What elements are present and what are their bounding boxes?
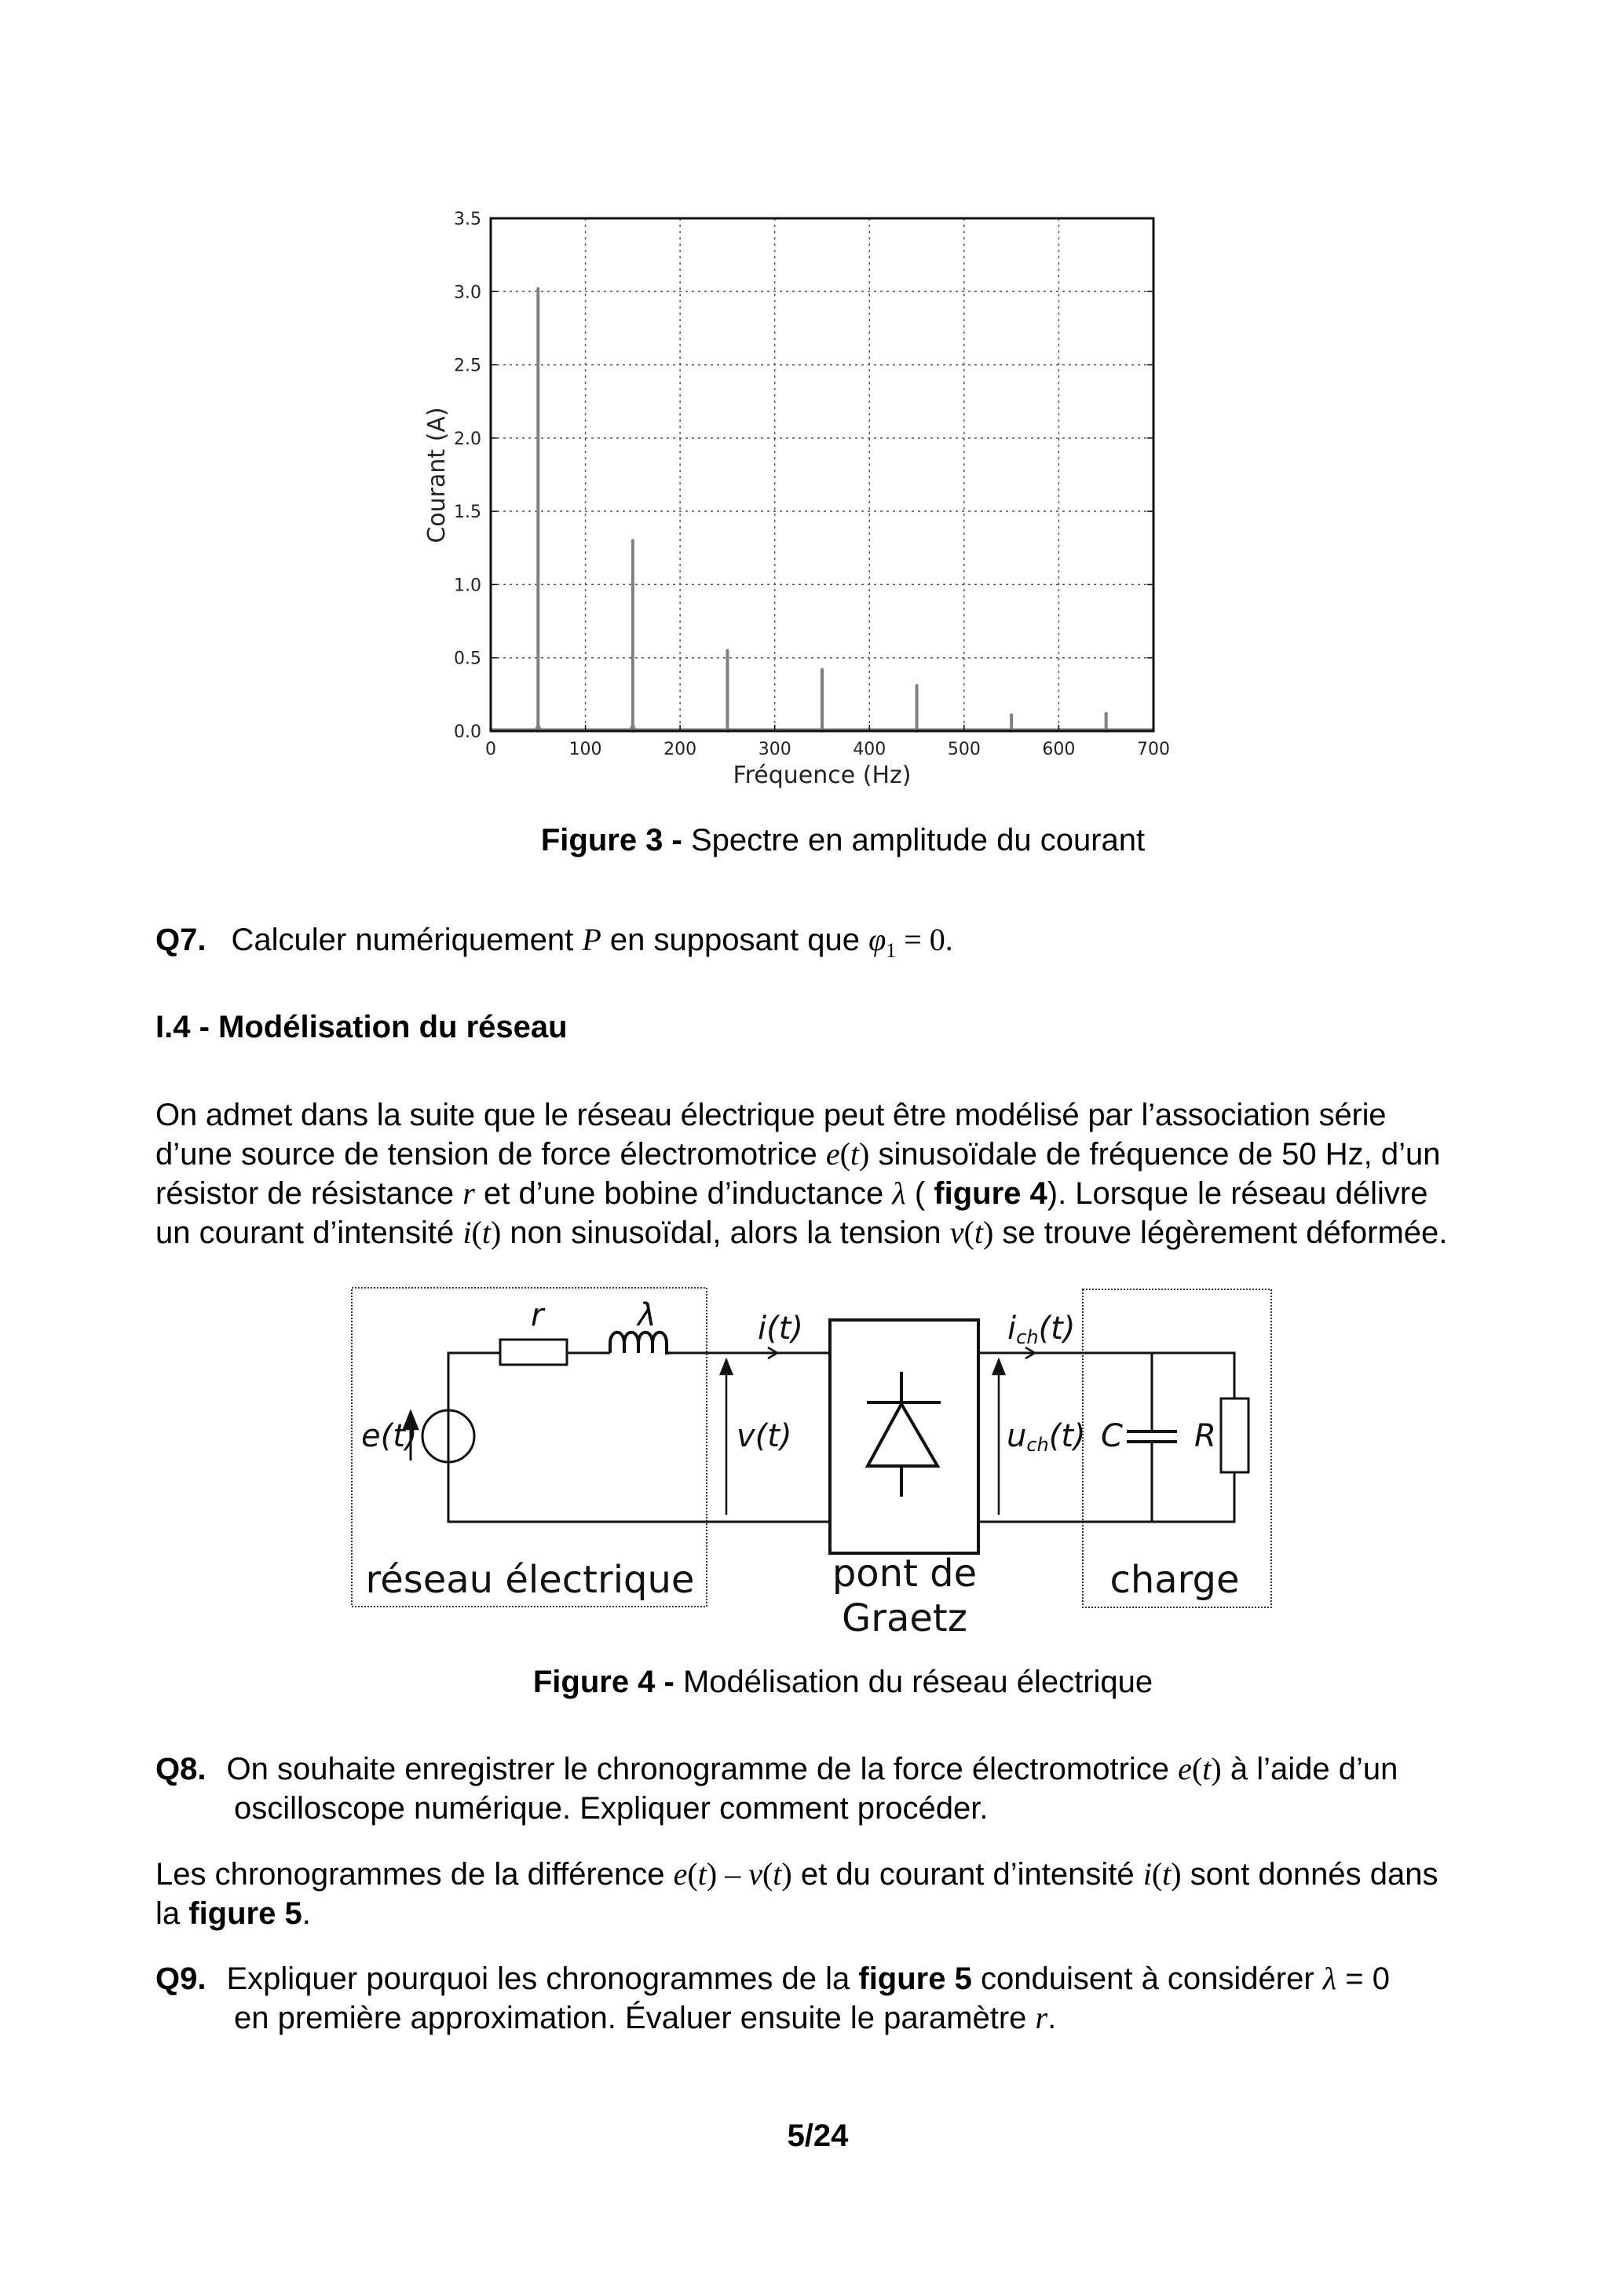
page-number (0, 2116, 1623, 2155)
para1-line2: d’une source de tension de force électromotrice e(t) sinusoïdale de fréquence de 50 Hz, d’un (155, 1136, 1441, 1172)
label-C: C (1101, 1418, 1123, 1454)
q8-text: On souhaite enregistrer le chronogramme de la force électromotrice (226, 1752, 1179, 1786)
label-reseau: réseau électrique (365, 1558, 695, 1602)
para1-line4: un courant d’intensité i(t) non sinusoïdal, alors la tension v(t) se trouve légèrement déformée. (155, 1215, 1448, 1250)
var-v: v (949, 1215, 964, 1250)
var-r: r (462, 1175, 475, 1211)
minus-sign: – (717, 1856, 749, 1892)
y-tick-label: 2.5 (454, 356, 481, 376)
y-tick-label: 3.5 (454, 210, 481, 229)
q8-text-2: à l’aide d’un (1221, 1752, 1398, 1786)
figure-ref: figure 5 (188, 1896, 302, 1931)
x-axis-label: Fréquence (Hz) (733, 762, 912, 789)
x-tick-label: 600 (1042, 740, 1076, 759)
section-title: I.4 - Modélisation du réseau (155, 1010, 568, 1044)
y-tick-label: 2.0 (454, 429, 481, 449)
resistor-R (1221, 1398, 1248, 1472)
var-lambda: λ (892, 1175, 906, 1211)
text: la (155, 1896, 189, 1931)
text: sinusoïdale de fréquence de 50 Hz, d’un (869, 1137, 1441, 1172)
figure4-caption (0, 1665, 1623, 1700)
figure3-caption-text: Spectre en amplitude du courant (682, 823, 1146, 857)
y-tick-label: 1.0 (454, 576, 481, 596)
q7-var-P: P (582, 922, 601, 957)
y-axis-label: Courant (A) (423, 407, 451, 543)
x-tick-label: 0 (485, 740, 496, 759)
question-q7 (155, 920, 953, 971)
label-i: i(t) (758, 1311, 804, 1347)
q7-text-2: en supposant que (601, 923, 869, 957)
var-i: i (462, 1215, 472, 1250)
q7-number: Q7. (155, 923, 207, 957)
label-v: v(t) (737, 1418, 792, 1454)
inductor-lambda (610, 1333, 669, 1353)
q8-text-line2: oscilloscope numérique. Expliquer comment procéder. (234, 1791, 989, 1826)
var-v: v (748, 1856, 762, 1892)
y-tick-label: 0.0 (454, 722, 481, 742)
text: un courant d’intensité (155, 1216, 463, 1250)
para1-line3 (155, 1174, 1447, 1213)
text: et d’une bobine d’inductance (474, 1176, 893, 1211)
label-lambda: λ (638, 1297, 656, 1333)
figure4-caption-text: Modélisation du réseau électrique (674, 1665, 1153, 1699)
y-tick-label: 0.5 (454, 649, 481, 669)
text: d’une source de tension de force électromotrice (155, 1137, 826, 1172)
q9-text-2: conduisent à considérer (971, 1961, 1323, 1996)
capacitor-C (1127, 1431, 1177, 1442)
var-i: i (1142, 1856, 1152, 1892)
text: ). Lorsque le réseau délivre (1047, 1176, 1428, 1211)
figure4-caption-label: Figure 4 - (532, 1665, 674, 1699)
label-graetz: Graetz (842, 1596, 967, 1640)
paragraph-network-model (155, 1095, 1447, 1252)
x-tick-label: 400 (853, 740, 886, 759)
x-tick-label: 700 (1137, 740, 1170, 759)
x-tick-label: 100 (568, 740, 602, 759)
q8-number: Q8. (155, 1752, 207, 1786)
graetz-bridge (830, 1320, 978, 1553)
q9-text: Expliquer pourquoi les chronogrammes de la (226, 1961, 859, 1996)
section-heading (155, 1007, 568, 1047)
label-R: R (1194, 1418, 1216, 1454)
q7-equation: = 0. (896, 922, 953, 957)
label-pont: pont de (832, 1552, 978, 1596)
figure3-caption (0, 823, 1623, 858)
figure4-circuit (0, 1256, 1623, 1665)
text: se trouve légèrement déformée. (993, 1216, 1448, 1250)
var-lambda: λ (1322, 1961, 1337, 1996)
figure-ref: figure 4 (934, 1176, 1047, 1211)
text: non sinusoïdal, alors la tension (501, 1216, 950, 1250)
text: et du courant d’intensité (791, 1857, 1143, 1892)
y-axis-ticks (454, 210, 1153, 742)
figure3-chart (0, 0, 1623, 817)
para1-line1 (155, 1095, 1447, 1135)
q9-number: Q9. (155, 1961, 207, 1996)
y-tick-label: 3.0 (454, 283, 481, 303)
label-e: e(t) (361, 1418, 418, 1454)
q9-text-line2: en première approximation. Évaluer ensuite le paramètre (234, 2001, 1036, 2035)
label-ich: ich(t) (1007, 1311, 1076, 1348)
label-r: r (531, 1297, 544, 1333)
resistor-r (500, 1340, 567, 1365)
text: Les chronogrammes de la différence (155, 1857, 674, 1892)
chart-bars (491, 289, 1153, 731)
chart-grid (491, 218, 1153, 731)
var-e: e (673, 1856, 688, 1892)
text: On admet dans la suite que le réseau électrique peut être modélisé par l’association série (155, 1098, 1387, 1132)
figure3-caption-label: Figure 3 - (540, 823, 682, 857)
text: ( (905, 1176, 934, 1211)
figure-ref: figure 5 (858, 1961, 972, 1996)
question-q9 (155, 1959, 1390, 2038)
q9-text-3: = 0 (1336, 1961, 1390, 1996)
label-uch: uch(t) (1007, 1418, 1086, 1456)
q7-phi-sub: 1 (886, 939, 897, 962)
var-r: r (1035, 2000, 1048, 2035)
q7-var-phi: φ (868, 922, 886, 957)
var-e: e (825, 1136, 840, 1172)
page-number-text: 5/24 (787, 2119, 849, 2153)
x-tick-label: 200 (663, 740, 697, 759)
x-tick-label: 300 (758, 740, 791, 759)
plot-frame (491, 218, 1153, 731)
var-e: e (1178, 1751, 1192, 1786)
y-tick-label: 1.5 (454, 503, 481, 523)
text: . (302, 1896, 311, 1931)
text: résistor de résistance (155, 1176, 463, 1211)
text: sont donnés dans (1181, 1857, 1438, 1892)
q7-text: Calculer numériquement (231, 923, 583, 957)
x-tick-label: 500 (947, 740, 981, 759)
text: . (1047, 2001, 1057, 2035)
paragraph-chronogrammes: Les chronogrammes de la différence e(t) – v(t) et du courant d’intensité i(t) sont donnés dans la figure 5. (155, 1856, 1438, 1931)
label-charge: charge (1109, 1558, 1240, 1602)
question-q8: Q8. On souhaite enregistrer le chronogramme de la force électromotrice e(t) à l’aide d’un oscilloscope numérique. Expliquer comment procéder. (155, 1751, 1398, 1826)
